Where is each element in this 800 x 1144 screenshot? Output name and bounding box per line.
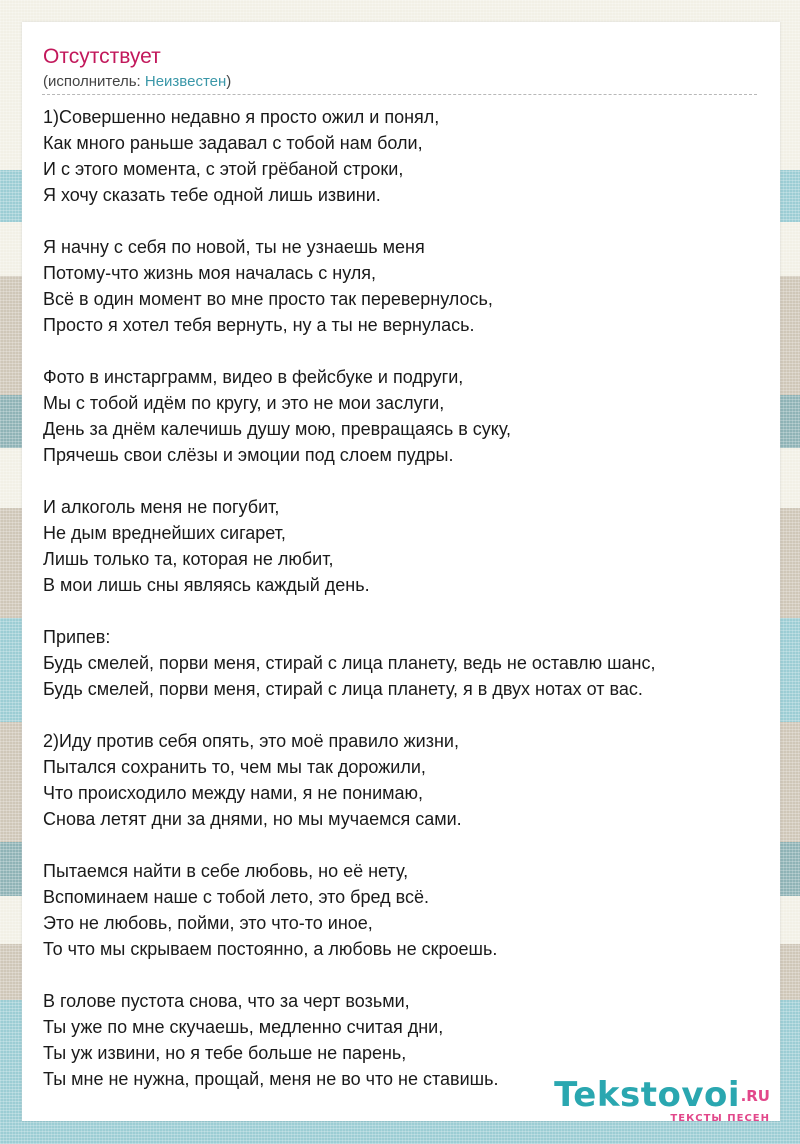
lyrics-line: Пытаемся найти в себе любовь, но её нету, xyxy=(43,861,409,881)
lyrics-line: Будь смелей, порви меня, стирай с лица планету, ведь не оставлю шанс, xyxy=(43,653,656,673)
lyrics-line: 1)Совершенно недавно я просто ожил и понял, xyxy=(43,107,440,127)
lyrics-line: Я хочу сказать тебе одной лишь извини. xyxy=(43,185,381,205)
lyrics-line: Не дым вреднейших сигарет, xyxy=(43,523,286,543)
lyrics-line: Припев: xyxy=(43,627,111,647)
lyrics-stanza xyxy=(43,494,773,598)
header-divider xyxy=(42,94,757,95)
lyrics-line: Снова летят дни за днями, но мы мучаемся сами. xyxy=(43,809,462,829)
lyrics-stanza xyxy=(43,234,773,338)
lyrics-line: Фото в инстарграмм, видео в фейсбуке и подруги, xyxy=(43,367,464,387)
lyrics-line: Ты уже по мне скучаешь, медленно считая дни, xyxy=(43,1017,444,1037)
lyrics-line: Ты уж извини, но я тебе больше не парень, xyxy=(43,1043,407,1063)
artist-suffix: ) xyxy=(226,73,232,90)
lyrics-stanza xyxy=(43,728,773,832)
lyrics-line: В голове пустота снова, что за черт возьми, xyxy=(43,991,410,1011)
site-logo[interactable] xyxy=(554,1075,780,1127)
lyrics-line: Ты мне не нужна, прощай, меня не во что не ставишь. xyxy=(43,1069,499,1089)
lyrics-stanza xyxy=(43,364,773,468)
lyrics-line: Что происходило между нами, я не понимаю, xyxy=(43,783,424,803)
lyrics-line: День за днём калечишь душу мою, превращаясь в суку, xyxy=(43,419,512,439)
lyrics-line: Как много раньше задавал с тобой нам боли, xyxy=(43,133,423,153)
logo-tagline: ТЕКСТЫ ПЕСЕН xyxy=(670,1113,770,1124)
lyrics-line: Мы с тобой идём по кругу, и это не мои заслуги, xyxy=(43,393,445,413)
lyrics-line: Прячешь свои слёзы и эмоции под слоем пудры. xyxy=(43,445,454,465)
artist-prefix: (исполнитель: xyxy=(43,73,145,90)
lyrics-line: Всё в один момент во мне просто так перевернулось, xyxy=(43,289,493,309)
lyrics-page xyxy=(22,22,780,1124)
lyrics-line: Это не любовь, пойми, это что-то иное, xyxy=(43,913,373,933)
artist-link[interactable]: Неизвестен xyxy=(144,73,227,90)
lyrics-line: 2)Иду против себя опять, это моё правило жизни, xyxy=(43,731,459,751)
lyrics-line: Я начну с себя по новой, ты не узнаешь меня xyxy=(43,237,425,257)
lyrics-line: Вспоминаем наше с тобой лето, это бред всё. xyxy=(43,887,429,907)
lyrics-stanza xyxy=(43,624,773,702)
lyrics-line: И с этого момента, с этой грёбаной строки, xyxy=(43,159,404,179)
lyrics-line: То что мы скрываем постоянно, а любовь не скроешь. xyxy=(43,939,498,959)
lyrics-stanza xyxy=(43,104,773,208)
lyrics-body xyxy=(43,104,773,1118)
lyrics-line: В мои лишь сны являясь каждый день. xyxy=(43,575,370,595)
logo-tld: .RU xyxy=(740,1087,770,1105)
lyrics-line: Пытался сохранить то, чем мы так дорожили, xyxy=(43,757,426,777)
lyrics-line: И алкоголь меня не погубит, xyxy=(43,497,280,517)
lyrics-stanza xyxy=(43,858,773,962)
song-title: Отсутствует xyxy=(43,45,161,68)
logo-name: Tekstovoi xyxy=(554,1075,740,1115)
lyrics-line: Будь смелей, порви меня, стирай с лица планету, я в двух нотах от вас. xyxy=(43,679,643,699)
lyrics-line: Просто я хотел тебя вернуть, ну а ты не вернулась. xyxy=(43,315,475,335)
lyrics-line: Лишь только та, которая не любит, xyxy=(43,549,334,569)
artist-line xyxy=(43,72,231,92)
lyrics-line: Потому-что жизнь моя началась с нуля, xyxy=(43,263,377,283)
